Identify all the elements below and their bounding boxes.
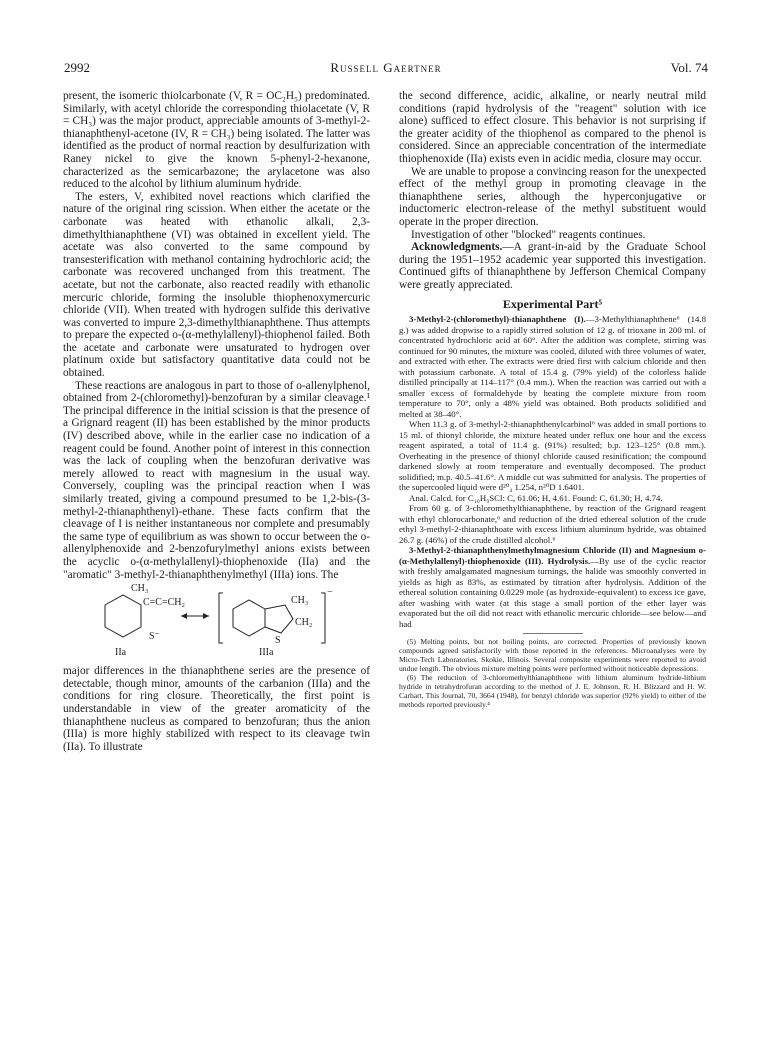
figure-label-iia: IIa [115, 647, 127, 659]
bracket-right [321, 593, 325, 643]
footnote-6: (6) The reduction of 3-chloromethylthianaphthene with lithium aluminum hydride-lithium hydride in tetrahydrofuran according to the method of J. E. Johnson, R. H. Blizzard and H. W. Carhart, This Journal, 70, 3664 (1948), for benzyl chloride was superior (92% yield) to either of the methods reported previously.⁴ [399, 673, 706, 710]
volume-label: Vol. 74 [670, 60, 708, 75]
experimental-paragraph-4: From 60 g. of 3-chloromethylthianaphthene, by reaction of the Grignard reagent with ethyl chlorocarbonate,⁶ and reduction of the dried ethereal solution of the crude ethyl 3-methyl-2-thianaphthoate with excess lithium aluminum hydride, was obtained 26.7 g. (46%) of the crude distilled alcohol.⁶ [399, 503, 706, 545]
left-paragraph-1: present, the isomeric thiolcarbonate (V, R = OC₂H₅) predominated. Similarly, with acetyl chloride the corresponding thiolacetate (V, R = CH₃) was the major product, appreciable amounts of 3-methyl-2-thianaphthenyl-acetone (IV, R = CH₃) being isolated. The latter was identified as the product of normal reaction by desulfurization with Raney nickel to give the known 5-phenyl-2-hexanone, characterized as the semicarbazone; the arylacetone was also reduced to the alcohol by lithium aluminum hydride. [63, 90, 370, 191]
acknowledgments [399, 241, 706, 291]
figure-chain: C=C=CH₂ [143, 597, 185, 609]
figure-ch3-top: CH₃ [131, 583, 149, 595]
experimental-paragraph-5 [399, 545, 706, 629]
bracket-left [219, 593, 223, 643]
structure-figure [63, 583, 370, 659]
benzene-ring-left [105, 595, 141, 637]
experimental-section [399, 314, 706, 629]
figure-charge: − [327, 587, 333, 599]
analysis-line: Anal. Calcd. for C₁₀H₉SCl: C, 61.06; H, 4.61. Found: C, 61.30; H, 4.74. [409, 492, 663, 503]
compound-ii-text: —By use of the cyclic reactor with freshly amalgamated magnesium turnings, the halide was smoothly converted in yields as high as 83%, as estimated by titration after hydrolysis. Addition of the ethereal solution containing 0.0229 mole (as hydroxide-equivalent) to excess ice gave, after washing with water (at this stage a small portion of the ether layer was evaporated but the oil did not react with ethanolic mercuric chloride—see below—and had [399, 555, 707, 629]
figure-s-left: S⁻ [149, 631, 160, 643]
left-paragraph-4: major differences in the thianaphthene series are the presence of detectable, though minor, amounts of the carbanion (IIIa) and the conditions for ring closure. Theoretically, the first point is understandable in view of the greater aromaticity of the thianaphthene nucleus as compared to benzofuran; thus the anion (IIIa) is more highly stabilized with respect to its cleavage twin (IIa). To illustrate [63, 665, 370, 753]
footnotes [399, 637, 706, 709]
page-header [64, 60, 708, 78]
right-paragraph-1: the second difference, acidic, alkaline, or nearly neutral mild conditions (rapid hydrolysis of the "reagent" solution with ice alone) sufficed to effect closure. This behavior is not surprising if the greater acidity of the thiophenol as compared to the phenol is considered. Since an appreciable concentration of the intermediate thiophenoxide (IIa) exists even in acidic media, closure may occur. [399, 90, 706, 165]
figure-ch3-right: CH₃ [291, 595, 309, 607]
experimental-paragraph-1 [399, 314, 706, 419]
compound-i-text: —3-Methylthianaphthene⁶ (14.8 g.) was added dropwise to a rapidly stirred solution of 12 g. of trioxane in 200 ml. of concentrated hydrochloric acid at 60°. After the addition was complete, stirring was continued for 90 minutes, the mixture was cooled, diluted with three volumes of water, and extracted with ether. The extracts were dried first with calcium chloride and then with potassium carbonate. A total of 15.4 g. (79% yield) of the colorless halide distilled principally at 114–117° (0.4 mm.). When the reaction was carried out with a smaller excess of formaldehyde by heating the complete mixture from room temperature to 70°, only a 48% yield was obtained. Both products solidified and melted at 38–40°. [399, 314, 706, 419]
benzene-ring-right [233, 600, 265, 636]
figure-ch2-right: CH₂ [295, 617, 313, 629]
acknowledgments-label: Acknowledgments. [411, 241, 503, 254]
experimental-paragraph-2: When 11.3 g. of 3-methyl-2-thianaphthenylcarbinol⁶ was added in small portions to 15 ml. of thionyl chloride, the mixture heated under reflux one hour and the excess reagent aspirated, a total of 11.4 g. (91%) resulted; b.p. 123–125° (0.8 mm.). Overheating in the presence of thionyl chloride caused resinification; the compound darkened slowly at room temperature and eventually decomposed. The product solidified; m.p. 40.5–41.6°. A middle cut was submitted for analysis. The properties of the supercooled liquid were d²⁰₄ 1.254, n²⁰D 1.6401. [399, 419, 706, 493]
running-title: Russell Gaertner [330, 60, 442, 75]
arrow-head-right [203, 613, 209, 619]
arrow-head-left [181, 613, 187, 619]
compound-i-label: 3-Methyl-2-(chloromethyl)-thianaphthene (I). [409, 314, 586, 325]
footnote-5: (5) Melting points, but not boiling points, are corrected. Properties of previously known compounds agreed satisfactorily with those reported in the references. Microanalyses were by Micro-Tech Laboratories, Skokie, Illinois. Several composite experiments were reported to avoid undue length. The obvious mixture melting points were performed without noticeable depressions. [399, 637, 706, 674]
thiophene-ring-right [265, 605, 293, 633]
left-column [63, 90, 370, 753]
experimental-heading: Experimental Part⁵ [502, 296, 603, 311]
figure-s-right: S [275, 635, 281, 647]
right-paragraph-3: Investigation of other "blocked" reagents continues. [411, 228, 646, 241]
compound-ii-label: 3-Methyl-2-thianaphthenylmethylmagnesium Chloride (II) and Magnesium o-(α-Methylallenyl)-thiophenoxide (III). Hydrolysis. [399, 545, 706, 566]
footnote-divider [523, 633, 583, 634]
page-number: 2992 [64, 60, 90, 75]
left-paragraph-2: The esters, V, exhibited novel reactions which clarified the nature of the original ring scission. When either the acetate or the carbonate was heated with ethanolic alkali, 2,3-dimethylthianaphthene (VI) was obtained in excellent yield. The acetate was also converted to the same compound by transesterification with methanol containing hydrochloric acid; the carbonate was recovered unchanged from this treatment. The acetate, but not the carbonate, also reacted readily with ethanolic mercuric chloride, forming the insoluble thiophenoxymercuric chloride (VII). When treated with hydrogen sulfide this derivative was converted to impure 2,3-dimethylthianaphthene. Thus attempts to prepare the expected o-(α-methylallenyl)-thiophenol failed. Both the acetate and carbonate were unsaturated to hydrogen over platinum oxide but satisfactory quantitative data could not be obtained. [63, 190, 370, 380]
right-column [399, 90, 706, 709]
structure-diagram [63, 583, 370, 659]
right-paragraph-2: We are unable to propose a convincing reason for the unexpected effect of the methyl group in promoting cleavage in the thianaphthene series, although the hyperconjugative or inductomeric electron-release of the methyl substituent would operate in the proper direction. [399, 165, 706, 228]
figure-label-iiia: IIIa [259, 647, 274, 659]
acknowledgments-text: —A grant-in-aid by the Graduate School during the 1951–1952 academic year supported this investigation. Continued gifts of thianaphthene by Jefferson Chemical Company were greatly appreciated. [399, 241, 706, 291]
left-paragraph-3: These reactions are analogous in part to those of o-allenylphenol, obtained from 2-(chloromethyl)-benzofuran by a similar cleavage.¹ The principal difference in the initial scission is that the presence of a Grignard reagent (II) has been established by the minor products (IV) described above, while in the earlier case no indication of a reagent could be found. Another point of interest in this connection was the lack of coupling when the benzofuran derivative was merely allowed to react with magnesium in the usual way. Conversely, coupling was the principal reaction when I was similarly treated, giving a compound presumed to be 1,2-bis-(3-methyl-2-thianaphthenyl)-ethane. These facts confirm that the cleavage of I is neither instantaneous nor complete and presumably the same type of equilibrium as was shown to occur between the o-allenylphenoxide and 2-benzofurylmethyl anions exists between the acyclic o-(α-methylallenyl)-thiophenoxide (IIa) and the "aromatic" 3-methyl-2-thianaphthenylmethyl (IIIa) ions. The [63, 379, 370, 581]
